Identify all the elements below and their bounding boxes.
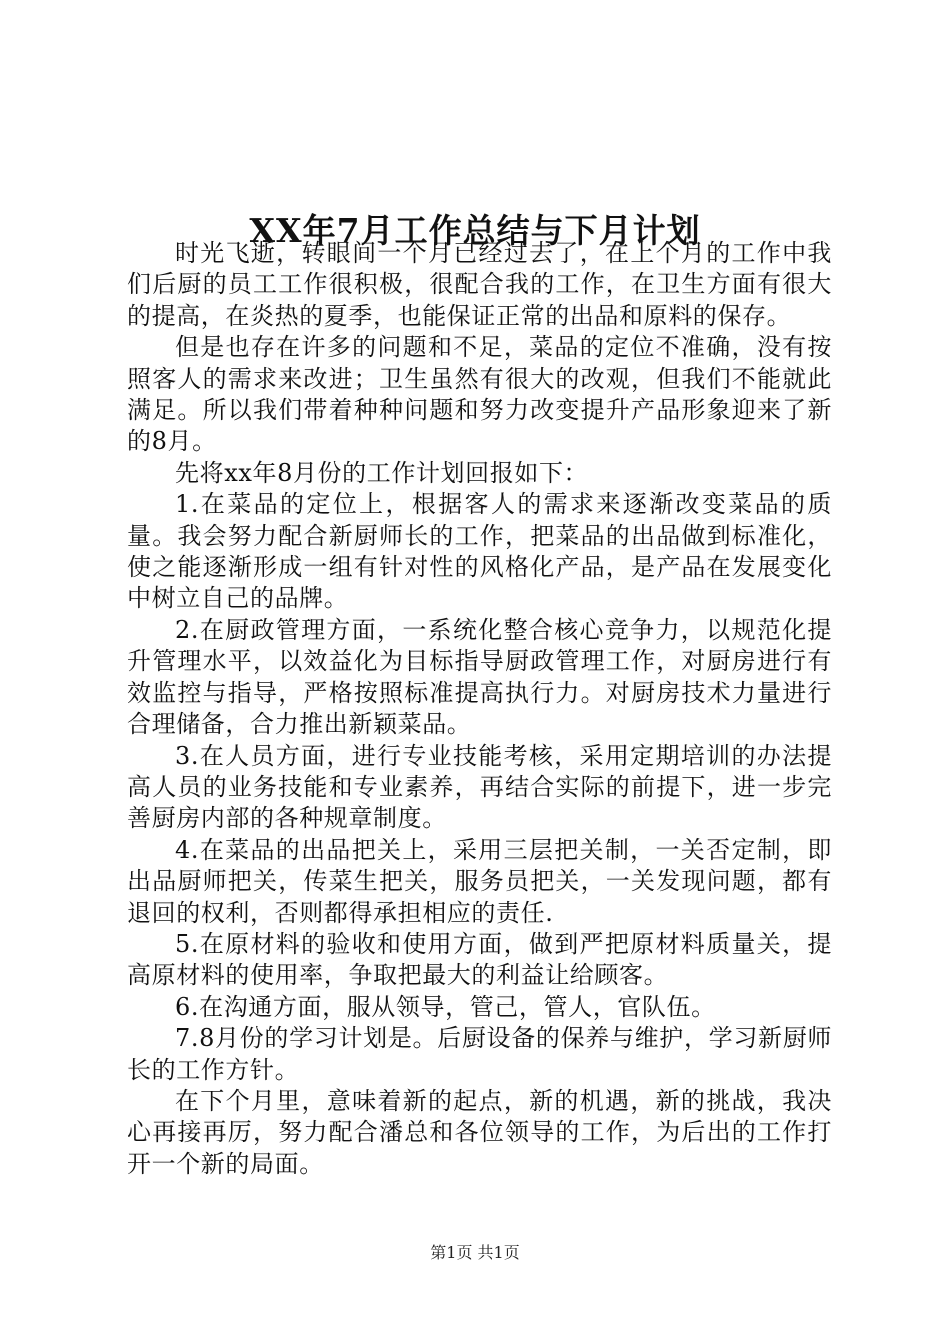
paragraph-item-5: 5.在原材料的验收和使用方面，做到严把原材料质量关，提高原材料的使用率，争取把最大的利益让给顾客。 [127, 929, 832, 990]
paragraph-intro: 时光飞逝，转眼间一个月已经过去了，在上个月的工作中我们后厨的员工工作很积极，很配合我的工作，在卫生方面有很大的提高，在炎热的夏季，也能保证正常的出品和原料的保存。 [127, 239, 832, 330]
paragraph-item-7: 7.8月份的学习计划是。后厨设备的保养与维护，学习新厨师长的工作方针。 [127, 1024, 832, 1084]
document-body [127, 238, 832, 1180]
paragraph-closing: 在下个月里，意味着新的起点，新的机遇，新的挑战，我决心再接再厉，努力配合潘总和各位领导的工作，为后出的工作打开一个新的局面。 [127, 1086, 832, 1178]
paragraph-item-3: 3.在人员方面，进行专业技能考核，采用定期培训的办法提高人员的业务技能和专业素养，再结合实际的前提下，进一步完善厨房内部的各种规章制度。 [127, 741, 832, 833]
paragraph-item-1: 1.在菜品的定位上，根据客人的需求来逐渐改变菜品的质量。我会努力配合新厨师长的工作，把菜品的出品做到标准化，使之能逐渐形成一组有针对性的风格化产品，是产品在发展变化中树立自己的品牌。 [127, 490, 832, 613]
paragraph-item-4: 4.在菜品的出品把关上，采用三层把关制，一关否定制，即出品厨师把关，传菜生把关，服务员把关，一关发现问题，都有退回的权利，否则都得承担相应的责任. [127, 835, 832, 927]
paragraph-problems: 但是也存在许多的问题和不足，菜品的定位不准确，没有按照客人的需求来改进；卫生虽然有很大的改观，但我们不能就此满足。所以我们带着种种问题和努力改变提升产品形象迎来了新的8月。 [127, 333, 832, 456]
document-title: XX年7月工作总结与下月计划 [249, 211, 701, 251]
paragraph-item-6: 6.在沟通方面，服从领导，管己，管人，官队伍。 [175, 992, 716, 1021]
paragraph-item-2: 2.在厨政管理方面，一系统化整合核心竞争力，以规范化提升管理水平，以效益化为目标指导厨政管理工作，对厨房进行有效监控与指导，严格按照标准提高执行力。对厨房技术力量进行合理储备，合力推出新颖菜品。 [127, 615, 832, 739]
paragraph-plan-lead: 先将xx年8月份的工作计划回报如下： [175, 458, 589, 487]
page-footer: 第1页 共1页 [430, 1243, 520, 1262]
